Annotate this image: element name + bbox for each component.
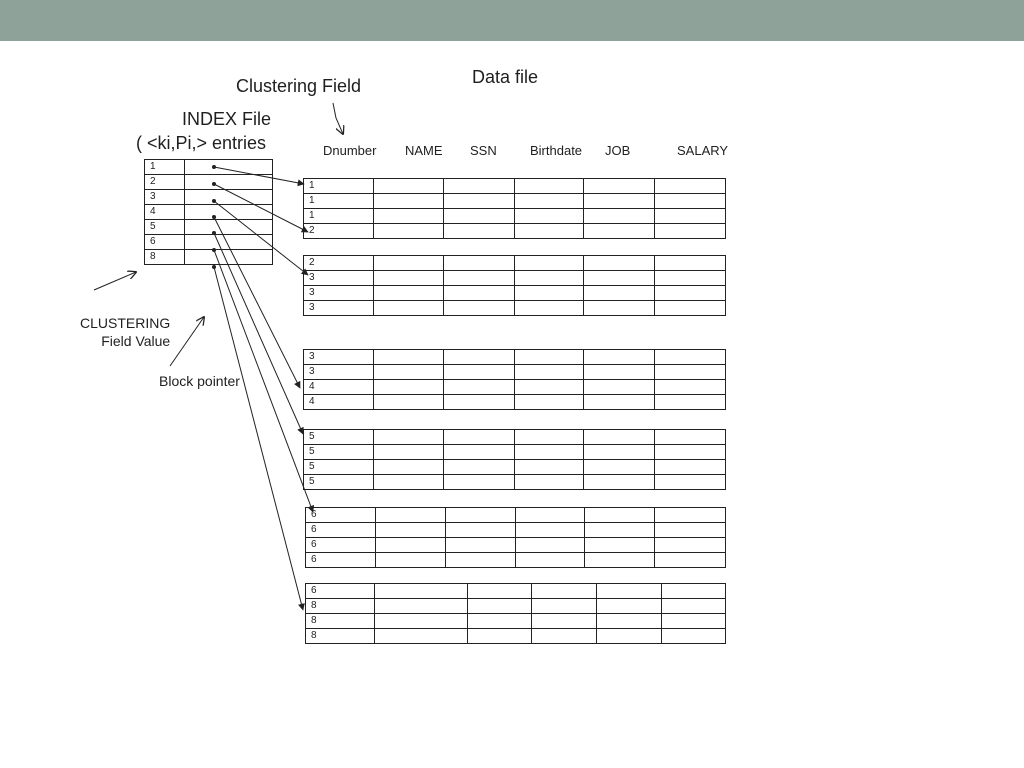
index-entries-label: ( <ki,Pi,> entries xyxy=(136,133,267,153)
dnumber-cell: 8 xyxy=(306,614,375,629)
block-pointer-arrow xyxy=(214,217,300,388)
index-key: 3 xyxy=(145,190,185,205)
column-header-dnumber: Dnumber xyxy=(323,143,377,158)
dnumber-cell: 6 xyxy=(306,508,376,523)
dnumber-cell: 5 xyxy=(304,430,374,445)
block-pointer-arrow xyxy=(214,233,303,434)
index-key: 4 xyxy=(145,205,185,220)
clustering-field-arrow xyxy=(333,103,343,134)
clustering-value-line1: CLUSTERING xyxy=(80,315,171,331)
dnumber-cell: 6 xyxy=(306,538,376,553)
clustering-field-label: Clustering Field xyxy=(236,76,362,96)
index-key: 2 xyxy=(145,175,185,190)
clustering-value-line2: Field Value xyxy=(101,333,171,349)
dnumber-cell: 1 xyxy=(304,179,374,194)
dnumber-cell: 8 xyxy=(306,599,375,614)
dnumber-cell: 5 xyxy=(304,445,374,460)
dnumber-cell: 3 xyxy=(304,286,374,301)
dnumber-cell: 5 xyxy=(304,460,374,475)
dnumber-cell: 6 xyxy=(306,584,375,599)
column-header-salary: SALARY xyxy=(677,143,729,158)
dnumber-cell: 6 xyxy=(306,523,376,538)
dnumber-cell: 3 xyxy=(304,365,374,380)
dnumber-cell: 3 xyxy=(304,271,374,286)
dnumber-cell: 6 xyxy=(306,553,376,568)
column-header-name: NAME xyxy=(405,143,443,158)
dnumber-cell: 5 xyxy=(304,475,374,490)
block-pointer-label-arrow xyxy=(170,317,204,366)
index-key: 1 xyxy=(145,160,185,175)
data-file-label: Data file xyxy=(472,67,539,87)
index-file-title: INDEX File xyxy=(182,109,272,129)
dnumber-cell: 3 xyxy=(304,350,374,365)
block-pointer-arrow xyxy=(214,267,303,610)
clustering-value-arrow xyxy=(94,272,136,290)
index-key: 8 xyxy=(145,250,185,265)
block-pointer-arrow xyxy=(214,250,313,512)
dnumber-cell: 1 xyxy=(304,194,374,209)
block-pointer-arrow xyxy=(214,167,304,184)
block-pointer-label: Block pointer xyxy=(159,373,240,389)
dnumber-cell: 8 xyxy=(306,629,375,644)
column-header-job: JOB xyxy=(605,143,631,158)
index-key: 6 xyxy=(145,235,185,250)
index-key: 5 xyxy=(145,220,185,235)
dnumber-cell: 4 xyxy=(304,395,374,410)
dnumber-cell: 2 xyxy=(304,224,374,239)
column-header-birthdate: Birthdate xyxy=(530,143,583,158)
dnumber-cell: 3 xyxy=(304,301,374,316)
dnumber-cell: 4 xyxy=(304,380,374,395)
dnumber-cell: 2 xyxy=(304,256,374,271)
column-header-ssn: SSN xyxy=(470,143,497,158)
block-pointer-arrow xyxy=(214,184,308,232)
dnumber-cell: 1 xyxy=(304,209,374,224)
